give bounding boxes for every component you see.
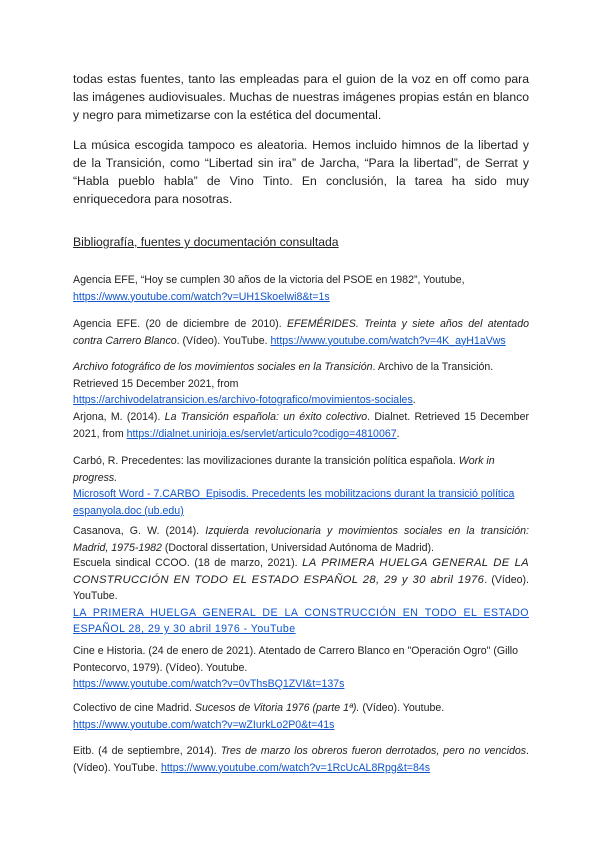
body-paragraph-music: La música escogida tampoco es aleatoria. Hemos incluido himnos de la libertad y de la Transición, como “Libertad sin ira” de Jarcha, “Para la libertad”, de Serrat y “Habla pueblo habla” de Vino Tinto. En conclusión, la tarea ha sido muy enriquecedora para nosotras. (73, 138, 529, 206)
reference-text: Casanova, G. W. (2014). (73, 525, 206, 537)
reference-link[interactable]: https://www.youtube.com/watch?v=0vThsBQ1ZVI&t=137s (73, 678, 345, 690)
reference-text-after: . (Vídeo). YouTube. (176, 334, 271, 347)
reference-text-after: (Doctoral dissertation, Universidad Autónoma de Madrid). (161, 541, 434, 554)
reference-text: Cine e Historia. (24 de enero de 2021). Atentado de Carrero Blanco en "Operación Ogro" (Gillo Pontecorvo, 1979). (Vídeo). Youtube. (73, 645, 519, 674)
reference-title: Sucesos de Vitoria 1976 (parte 1ª). (194, 702, 360, 714)
reference-text: Arjona, M. (2014). (73, 411, 165, 423)
reference-link[interactable]: LA PRIMERA HUELGA GENERAL DE LA CONSTRUCCIÓN EN TODO EL ESTADO ESPAÑOL 28, 29 y 30 abril 1976 - YouTube (73, 606, 529, 635)
reference-text: . Archivo de la Transición. Retrieved 15 December 2021, from (73, 361, 494, 390)
reference-efe-efemerides (73, 316, 529, 349)
bibliography-heading: Bibliografía, fuentes y documentación consultada (73, 235, 339, 249)
reference-link[interactable]: Microsoft Word - 7.CARBO_Episodis. Precedents les mobilitzacions durant la transició política espanyola.doc (ub.edu) (73, 488, 515, 517)
reference-text: Agencia EFE, “Hoy se cumplen 30 años de la victoria del PSOE en 1982”, Youtube, (73, 274, 465, 286)
reference-text-after: . (Vídeo). YouTube. (73, 745, 529, 774)
reference-link[interactable]: https://dialnet.unirioja.es/servlet/articulo?codigo=4810067 (126, 427, 397, 440)
reference-archivo-transicion (73, 359, 529, 409)
reference-text: Escuela sindical CCOO. (18 de marzo, 2021). (73, 557, 303, 569)
reference-link[interactable]: https://archivodelatransicion.es/archivo-fotografico/movimientos-sociales (73, 394, 413, 406)
reference-title: EFEMÉRIDES. Treinta y siete años del atentado contra Carrero Blanco (73, 318, 529, 347)
reference-text-after: (Vídeo). Youtube. (359, 702, 445, 714)
reference-title: Tres de marzo los obreros fueron derrotados, pero no vencidos (220, 745, 527, 757)
reference-link[interactable]: https://www.youtube.com/watch?v=1RcUcAL8Rpg&t=84s (160, 761, 431, 774)
reference-arjona (73, 409, 529, 442)
reference-text: Carbó, R. Precedentes: las movilizaciones durante la transición política española. (73, 455, 459, 467)
reference-carbo (73, 453, 529, 519)
reference-title: La Transición española: un éxito colectivo (164, 411, 368, 423)
reference-efe-psoe (73, 272, 529, 305)
reference-text-after: . Dialnet. Retrieved 15 December 2021, from (73, 411, 529, 440)
reference-link[interactable]: https://www.youtube.com/watch?v=UH1Skoelwi8&t=1s (73, 290, 330, 303)
body-paragraph-sources: todas estas fuentes, tanto las empleadas para el guion de la voz en off como para las imágenes audiovisuales. Muchas de nuestras imágenes propias están en blanco y negro para mimetizarse con la estética del documental. (73, 72, 529, 122)
reference-title: Archivo fotográfico de los movimientos sociales en la Transición (73, 361, 373, 373)
reference-colectivo-cine (73, 700, 529, 733)
reference-text-end: . (396, 427, 400, 440)
reference-text: Eitb. (4 de septiembre, 2014). (73, 745, 221, 757)
reference-text: Colectivo de cine Madrid. (73, 702, 195, 714)
reference-eitb (73, 743, 529, 776)
reference-link[interactable]: https://www.youtube.com/watch?v=wZIurkLo2P0&t=41s (73, 718, 335, 731)
reference-casanova (73, 523, 529, 556)
reference-title: LA PRIMERA HUELGA GENERAL DE LA CONSTRUCCIÓN EN TODO EL ESTADO ESPAÑOL 28, 29 y 30 abril 1976 (73, 557, 529, 586)
reference-text: Agencia EFE. (20 de diciembre de 2010). (73, 318, 287, 330)
reference-cine-historia (73, 643, 529, 693)
reference-text-end: . (412, 394, 416, 406)
reference-link[interactable]: https://www.youtube.com/watch?v=4K_ayH1aVws (270, 334, 506, 347)
reference-text-after: . (Vídeo). YouTube. (73, 573, 529, 602)
reference-ccoo (73, 555, 529, 638)
reference-title: Work in progress. (73, 455, 495, 484)
reference-title: Izquierda revolucionaria y movimientos sociales en la transición: Madrid, 1975-1982 (73, 525, 529, 554)
